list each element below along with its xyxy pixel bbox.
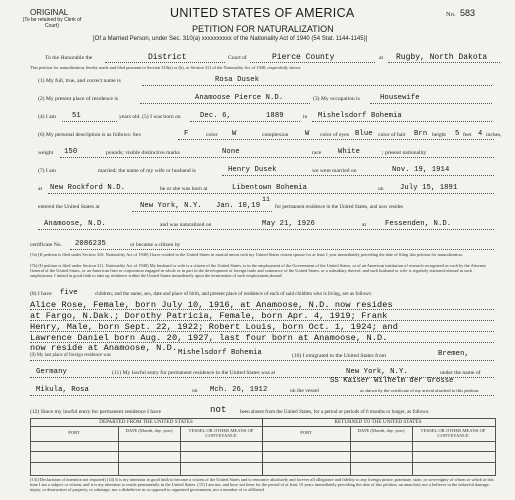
feet-label: feet — [463, 132, 472, 138]
naturalization-at-label: at — [362, 222, 367, 228]
sex: F — [184, 130, 189, 138]
spouse-birth-date: July 15, 1891 — [400, 184, 458, 192]
children-label: children; and the name, sex, date and place of birth, and present place of residence of each of said children who is living, are as follows: — [95, 291, 373, 297]
full-name: Rosa Dusek — [215, 76, 260, 84]
child-line-3: Henry, Male, born Sept. 22, 1922; Robert Louis, born Oct. 1, 1924; and — [30, 322, 398, 332]
dep-date-header: DATE (Month, day, year) — [125, 428, 173, 433]
married-label: married; the name of my wife or husband is — [98, 168, 196, 174]
complexion-label: complexion — [262, 132, 289, 138]
certificate-label: certificate No. — [30, 242, 62, 248]
emigrated-label: (10) I emigrated to the United States from — [292, 353, 386, 359]
emigrated-from: Bremen, — [438, 350, 469, 358]
court-city: Rugby, North Dakota — [396, 53, 488, 62]
returned-header: RETURNED TO THE UNITED STATES — [334, 419, 422, 425]
spouse-born-label: he or she was born at — [160, 186, 208, 192]
marriage-at-label: at — [38, 186, 43, 192]
statute-line: [Of a Married Person, under Sec. 310(a) xxxxxxxxxx of the Nationality Act of 1940 (54 Stat. 1144-1145)] — [93, 36, 368, 42]
hair-label: color of hair — [378, 132, 406, 138]
naturalization-place: Fessenden, N.D. — [385, 220, 452, 228]
fine-print-7b: (7b) (If petition is filed under Section 311, Nationality Act of 1940) My husband or wife is a citizen of the United States, is in the employment of the Government of the United States, or of an American institution of research recognized as such by the Attorney General of the United States, or an American firm or corporation engaged in whole or in part in the development of foreign trade and commerce of the United States, or a subsidiary thereof, and such husband or wife is regularly stationed abroad in such employment. I intend in good faith to take up residence within the United States immediately upon the termination of such employment abroad. — [30, 263, 487, 279]
birth-in-label: in — [303, 114, 308, 120]
color: W — [232, 130, 237, 138]
q6-label: (6) My personal description is as follows: Sex — [38, 132, 142, 138]
marriage-place: New Rockford N.D. — [50, 184, 126, 192]
spouse-entry-date: Jan. 10,19 — [216, 202, 261, 210]
age: 51 — [72, 112, 81, 120]
petition-number-label: No. — [446, 11, 456, 18]
document-title: UNITED STATES OF AMERICA — [170, 6, 355, 20]
court-county: Pierce County — [272, 53, 335, 62]
spouse-birthplace: Libentown Bohemia — [232, 184, 308, 192]
spouse-on-label: on — [378, 186, 384, 192]
children-count: five — [60, 289, 78, 297]
absence-tail: been absent from the United States, for a period or periods of 6 months or longer, as follows: — [240, 409, 430, 415]
q4-label: (4) I am — [38, 114, 57, 120]
inches-label: inches, — [486, 132, 502, 138]
weight-label: weight — [38, 150, 54, 156]
race: White — [338, 148, 361, 156]
height-label: height — [432, 132, 446, 138]
naturalization-date: May 21, 1926 — [262, 220, 315, 228]
certificate-number: 2086235 — [75, 240, 106, 248]
child-line-2: at Fargo, N.Dak.; Dorothy Patricia, Female, born Apr. 4, 1919; Frank — [30, 311, 388, 321]
spouse-entry-year: 11 — [262, 196, 271, 203]
child-line-5: now reside at Anamoose, N.D. — [30, 343, 178, 353]
dep-vessel-header: VESSEL OR OTHER MEANS OF CONVEYANCE — [188, 428, 254, 438]
retained-note: (To be retained by Clerk of Court) — [22, 17, 82, 29]
child-line-4: Lawrence Daniel born Aug. 20, 1927, last four born at Anamoose, N.D. — [30, 333, 388, 343]
distinctive-marks: None — [222, 148, 240, 156]
court-at-label: at — [379, 55, 384, 61]
vessel-label: on the vessel — [290, 388, 319, 394]
naturalized-label: and was naturalized on — [160, 222, 212, 228]
departed-header: DEPARTED FROM THE UNITED STATES — [99, 419, 193, 425]
court-type: District — [148, 53, 187, 62]
q11-label: (11) My lawful entry for permanent residence in the United States was at — [112, 370, 276, 376]
entry-on-label: on — [192, 388, 198, 394]
color-label: color — [206, 132, 218, 138]
entry-date: Mch. 26, 1912 — [210, 386, 268, 394]
height-feet: 5 — [455, 130, 460, 138]
birth-date: Dec. 6, — [200, 112, 231, 120]
dep-port-header: PORT — [68, 430, 80, 435]
document-subtitle: PETITION FOR NATURALIZATION — [192, 24, 334, 34]
fine-print-7a: (7a) (If petition is filed under Section 310, Nationality Act of 1940) I have resided in the United States in marital union with my United States citizen spouse for at least 1 year immediately preceding the date of filing this petition for naturalization. — [30, 252, 463, 257]
born-label: years old. (5) I was born on — [119, 114, 181, 120]
eye-color: Blue — [355, 130, 373, 138]
occupation: Housewife — [380, 94, 420, 102]
entry-name: Mikula, Rosa — [36, 386, 89, 394]
were-married-label: we were married on — [312, 168, 357, 174]
ret-date-header: DATE (Month, day, year) — [357, 428, 405, 433]
birth-year: 1889 — [266, 112, 284, 120]
spouse-name: Henry Dusek — [228, 166, 277, 174]
last-foreign-residence: Mishelsdorf Bohemia — [178, 349, 262, 357]
q7-label: (7) I am — [38, 168, 57, 174]
hair-color: Brn — [414, 130, 428, 138]
q8-label: (8) I have — [30, 291, 52, 297]
court-to-label: To the Honorable the — [45, 55, 93, 61]
child-line-1: Alice Rose, Female, born July 10, 1916, at Anamoose, N.D. now resides — [30, 300, 393, 310]
certificate-arrival-label: as shown by the certificate of my arrival attached to this petition. — [360, 388, 480, 393]
q12-label: (12) Since my lawful entry for permanent residence I have — [30, 409, 161, 415]
entered-label: entered the United States at — [38, 204, 100, 210]
pounds-label: pounds; visible distinctive marks — [106, 150, 180, 156]
court-of-label: Court of — [228, 55, 247, 61]
under-name-label: under the name of — [440, 370, 481, 376]
ret-port-header: PORT — [300, 430, 312, 435]
emigrated-country: Germany — [36, 368, 67, 376]
vessel-name: SS Kaiser Wilhelm der Grosse — [330, 377, 454, 385]
race-label: race — [312, 150, 322, 156]
height-inches: 4 — [478, 130, 483, 138]
declaration-text: (13) (Declaration of intention not required) (14) It is my intention in good faith to become a citizen of the United States and to renounce absolutely and forever all allegiance and fidelity to any foreign prince, potentate, state, or sovereignty of whom or which at this time I am a subject or citizen, and it is my intention to reside permanently in the United States. (15) I am not, and have not been for the period of at least 10 years immediately preceding the date of this petition, an anarchist; nor a believer in the unlawful damage, injury, or destruction of property, or sabotage; nor a disbeliever in or opposed to organized government, nor a member of or affiliated — [30, 477, 494, 493]
last-foreign-label: (9) My last place of foreign residence was — [30, 353, 111, 358]
occupation-label: (3) My occupation is — [313, 96, 360, 102]
original-label: ORIGINAL — [30, 8, 69, 17]
nationality-label: ; present nationality — [382, 150, 427, 156]
spouse-entry-port: New York, N.Y. — [140, 202, 202, 210]
q2-label: (2) My present place of residence is — [38, 96, 119, 102]
permanent-residence-label: for permanent residence in the United States, and now resides — [275, 204, 404, 210]
birth-place: Mishelsdorf Bohemia — [318, 112, 402, 120]
complexion: W — [305, 130, 310, 138]
intro-text: This petition for naturalization, hereby made and filed pursuant to Section 310(a) or (b), or Section 311 of the Nationality Act of 1940, respectfully shows: — [30, 65, 302, 70]
q1-label: (1) My full, true, and correct name is — [38, 78, 121, 84]
entry-port: New York, N.Y. — [346, 368, 408, 376]
citizen-by-label: or became a citizen by — [130, 242, 181, 248]
spouse-residence: Anamoose, N.D. — [44, 220, 106, 228]
eyes-label: color of eyes — [320, 132, 349, 138]
marriage-date: Nov. 19, 1914 — [392, 166, 450, 174]
weight: 150 — [64, 148, 78, 156]
absence-value: not — [210, 405, 227, 415]
residence: Anamoose Pierce N.D. — [195, 94, 284, 102]
ret-vessel-header: VESSEL OR OTHER MEANS OF CONVEYANCE — [420, 428, 486, 438]
petition-number: 583 — [460, 8, 476, 18]
